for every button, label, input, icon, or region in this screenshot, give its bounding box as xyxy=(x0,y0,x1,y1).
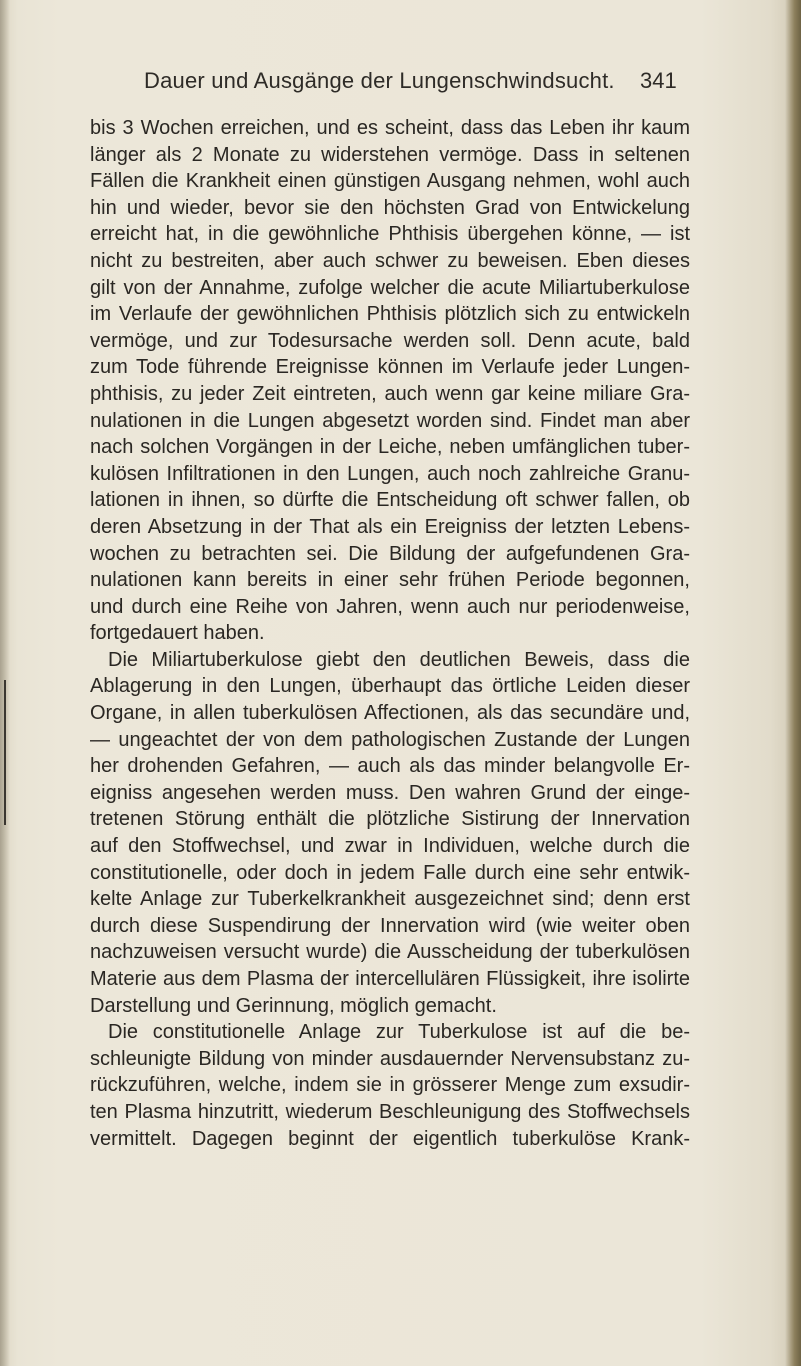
text-line: und durch eine Reihe von Jahren, wenn auch nur periodenweise, xyxy=(90,595,690,618)
paragraph-2 xyxy=(90,647,690,1019)
text-line: nachzuweisen versucht wurde) die Ausscheidung der tuberkulösen xyxy=(90,941,690,964)
text-line: schleunigte Bildung von minder ausdauernder Nervensubstanz zu- xyxy=(90,1047,690,1070)
text-line: Darstellung und Gerinnung, möglich gemacht. xyxy=(90,994,497,1017)
text-line: gilt von der Annahme, zufolge welcher die acute Miliartuberkulose xyxy=(90,276,690,299)
text-line: bis 3 Wochen erreichen, und es scheint, dass das Leben ihr kaum xyxy=(90,117,690,139)
text-line: länger als 2 Monate zu widerstehen vermöge. Dass in seltenen xyxy=(90,143,690,166)
text-line: Fällen die Krankheit einen günstigen Ausgang nehmen, wohl auch xyxy=(90,170,690,193)
margin-rule xyxy=(4,680,6,825)
text-line: im Verlaufe der gewöhnlichen Phthisis plötzlich sich zu entwickeln xyxy=(90,303,690,326)
text-line: constitutionelle, oder doch in jedem Falle durch eine sehr entwik- xyxy=(90,861,690,884)
running-head: Dauer und Ausgänge der Lungenschwindsucht. xyxy=(144,68,615,93)
text-line: Die Miliartuberkulose giebt den deutlichen Beweis, dass die xyxy=(108,648,690,671)
text-line: ten Plasma hinzutritt, wiederum Beschleunigung des Stoffwechsels xyxy=(90,1100,690,1123)
text-line: tretenen Störung enthält die plötzliche Sistirung der Innervation xyxy=(90,808,690,831)
text-line: — ungeachtet der von dem pathologischen Zustande der Lungen xyxy=(90,728,690,751)
text-line: nicht zu bestreiten, aber auch schwer zu beweisen. Eben dieses xyxy=(90,249,690,272)
page-number: 341 xyxy=(640,68,677,93)
text-line: lationen in ihnen, so dürfte die Entscheidung oft schwer fallen, ob xyxy=(90,489,690,512)
page-header xyxy=(52,68,677,108)
text-line: Die constitutionelle Anlage zur Tuberkulose ist auf die be- xyxy=(108,1021,690,1044)
text-line: eigniss angesehen werden muss. Den wahren Grund der einge- xyxy=(90,781,690,804)
text-line: Materie aus dem Plasma der intercellulären Flüssigkeit, ihre isolirte xyxy=(90,968,690,990)
text-line: phthisis, zu jeder Zeit eintreten, auch wenn gar keine miliare Gra- xyxy=(90,382,690,405)
text-line: erreicht hat, in die gewöhnliche Phthisis übergehen könne, — ist xyxy=(90,223,690,246)
text-line: her drohenden Gefahren, — auch als das minder belangvolle Er- xyxy=(90,755,690,778)
text-line: auf den Stoffwechsel, und zwar in Individuen, welche durch die xyxy=(90,835,690,858)
paragraph-1 xyxy=(90,115,690,647)
text-line: rückzuführen, welche, indem sie in grösserer Menge zum exsudir- xyxy=(90,1074,690,1097)
page-edge-shadow xyxy=(785,0,801,1366)
text-line: nach solchen Vorgängen in der Leiche, neben umfänglichen tuber- xyxy=(90,436,690,459)
paragraph-3 xyxy=(90,1019,690,1152)
text-line: durch diese Suspendirung der Innervation wird (wie weiter oben xyxy=(90,914,690,937)
text-line: wochen zu betrachten sei. Die Bildung der aufgefundenen Gra- xyxy=(90,542,690,565)
text-line: kulösen Infiltrationen in den Lungen, auch noch zahlreiche Granu- xyxy=(90,462,690,485)
text-line: vermöge, und zur Todesursache werden soll. Denn acute, bald xyxy=(90,329,690,352)
text-line: deren Absetzung in der That als ein Ereigniss der letzten Lebens- xyxy=(90,515,690,538)
text-line: vermittelt. Dagegen beginnt der eigentlich tuberkulöse Krank- xyxy=(90,1127,690,1150)
body-text xyxy=(90,115,690,1152)
text-line: Ablagerung in den Lungen, überhaupt das örtliche Leiden dieser xyxy=(90,675,690,698)
text-line: zum Tode führende Ereignisse können im Verlaufe jeder Lungen- xyxy=(90,356,690,379)
text-line: nulationen in die Lungen abgesetzt worden sind. Findet man aber xyxy=(90,409,690,432)
text-line: hin und wieder, bevor sie den höchsten Grad von Entwickelung xyxy=(90,196,690,219)
text-line: fortgedauert haben. xyxy=(90,622,265,645)
text-line: nulationen kann bereits in einer sehr frühen Periode begonnen, xyxy=(90,569,690,592)
text-line: Organe, in allen tuberkulösen Affectionen, als das secundäre und, xyxy=(90,702,690,725)
text-line: kelte Anlage zur Tuberkelkrankheit ausgezeichnet sind; denn erst xyxy=(90,888,690,911)
